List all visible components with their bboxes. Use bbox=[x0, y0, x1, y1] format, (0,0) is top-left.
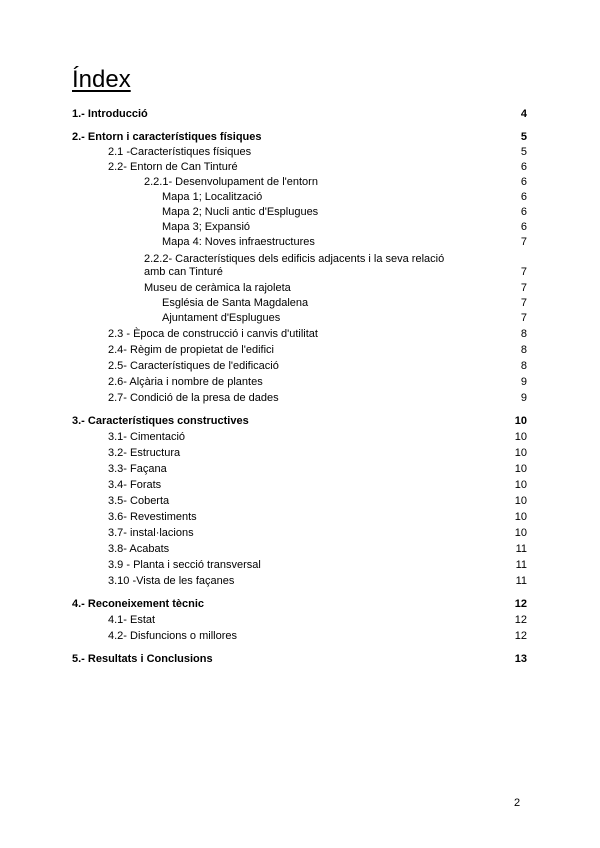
toc-entry-page: 13 bbox=[514, 653, 527, 665]
toc-entry-ajuntament[interactable] bbox=[72, 312, 527, 325]
toc-entry-label: 3.1- Cimentació bbox=[108, 431, 186, 443]
toc-entry-page: 10 bbox=[514, 479, 527, 491]
toc-entry-label: 3.7- instal·lacions bbox=[108, 527, 194, 539]
toc-entry-4-1[interactable] bbox=[72, 614, 527, 627]
toc-entry-label: 3.8- Acabats bbox=[108, 543, 170, 555]
toc-entry-label: 1.- Introducció bbox=[72, 108, 148, 120]
toc-entry-page: 12 bbox=[514, 630, 527, 642]
toc-entry-page: 7 bbox=[520, 312, 527, 324]
toc-entry-label: 4.- Reconeixement tècnic bbox=[72, 598, 205, 610]
toc-entry-1[interactable] bbox=[72, 108, 527, 121]
index-title: Índex bbox=[72, 66, 131, 93]
toc-entry-3-2[interactable] bbox=[72, 447, 527, 460]
toc-entry-label: Mapa 1; Localització bbox=[162, 191, 263, 203]
toc-entry-page: 12 bbox=[514, 598, 527, 610]
toc-entry-label: 3.- Característiques constructives bbox=[72, 415, 249, 427]
toc-entry-page: 7 bbox=[520, 266, 527, 278]
toc-entry-page: 10 bbox=[514, 431, 527, 443]
toc-entry-4-2[interactable] bbox=[72, 630, 527, 643]
toc-entry-page: 6 bbox=[520, 191, 527, 203]
toc-entry-label: Mapa 3; Expansió bbox=[162, 221, 251, 233]
toc-entry-2-5[interactable] bbox=[72, 360, 527, 373]
toc-entry-5[interactable] bbox=[72, 653, 527, 666]
toc-entry-label: 3.3- Façana bbox=[108, 463, 167, 475]
toc-entry-page: 11 bbox=[515, 559, 527, 571]
toc-entry-mapa-1[interactable] bbox=[72, 191, 527, 204]
toc-entry-label: 3.6- Revestiments bbox=[108, 511, 197, 523]
toc-entry-mapa-4[interactable] bbox=[72, 236, 527, 249]
toc-entry-2-1[interactable] bbox=[72, 146, 527, 159]
toc-entry-3-5[interactable] bbox=[72, 495, 527, 508]
toc-entry-page: 10 bbox=[514, 463, 527, 475]
toc-entry-page: 5 bbox=[520, 146, 527, 158]
toc-entry-3[interactable] bbox=[72, 415, 527, 428]
toc-entry-2-2-2[interactable] bbox=[72, 253, 527, 279]
toc-entry-page: 7 bbox=[520, 282, 527, 294]
toc-entry-mapa-2[interactable] bbox=[72, 206, 527, 219]
table-of-contents bbox=[72, 108, 527, 666]
toc-entry-2-6[interactable] bbox=[72, 376, 527, 389]
toc-entry-page: 4 bbox=[520, 108, 527, 120]
toc-entry-3-8[interactable] bbox=[72, 543, 527, 556]
toc-entry-page: 10 bbox=[514, 415, 527, 427]
toc-entry-label: 2.- Entorn i característiques físiques bbox=[72, 131, 262, 143]
toc-entry-page: 8 bbox=[520, 344, 527, 356]
toc-entry-page: 10 bbox=[514, 527, 527, 539]
toc-entry-label: 2.2.2- Característiques dels edificis adjacents i la seva relació amb can Tinturé bbox=[144, 253, 445, 278]
toc-entry-2-7[interactable] bbox=[72, 392, 527, 405]
toc-entry-page: 11 bbox=[515, 543, 527, 555]
toc-entry-page: 6 bbox=[520, 176, 527, 188]
toc-entry-4[interactable] bbox=[72, 598, 527, 611]
toc-entry-label: 2.3 - Època de construcció i canvis d'utilitat bbox=[108, 328, 318, 340]
toc-entry-label: 2.4- Règim de propietat de l'edifici bbox=[108, 344, 274, 356]
toc-entry-label: Museu de ceràmica la rajoleta bbox=[144, 282, 291, 294]
toc-entry-2-2[interactable] bbox=[72, 161, 527, 174]
toc-entry-page: 8 bbox=[520, 328, 527, 340]
toc-entry-3-6[interactable] bbox=[72, 511, 527, 524]
toc-entry-label: 2.1 -Característiques físiques bbox=[108, 146, 252, 158]
toc-entry-3-10[interactable] bbox=[72, 575, 527, 588]
toc-entry-label: 3.2- Estructura bbox=[108, 447, 181, 459]
toc-entry-mapa-3[interactable] bbox=[72, 221, 527, 234]
toc-entry-label: Mapa 2; Nucli antic d'Esplugues bbox=[162, 206, 319, 218]
toc-entry-page: 6 bbox=[520, 161, 527, 173]
toc-entry-2-3[interactable] bbox=[72, 328, 527, 341]
toc-entry-label: 4.1- Estat bbox=[108, 614, 156, 626]
toc-entry-label: 2.5- Característiques de l'edificació bbox=[108, 360, 279, 372]
toc-entry-page: 6 bbox=[520, 221, 527, 233]
toc-entry-label: 3.10 -Vista de les façanes bbox=[108, 575, 235, 587]
toc-entry-label: 2.7- Condició de la presa de dades bbox=[108, 392, 279, 404]
toc-entry-label: 3.9 - Planta i secció transversal bbox=[108, 559, 261, 571]
toc-entry-3-9[interactable] bbox=[72, 559, 527, 572]
toc-entry-page: 5 bbox=[520, 131, 527, 143]
toc-entry-page: 6 bbox=[520, 206, 527, 218]
toc-entry-museu[interactable] bbox=[72, 282, 527, 295]
toc-entry-page: 10 bbox=[514, 495, 527, 507]
toc-entry-page: 10 bbox=[514, 447, 527, 459]
toc-entry-2[interactable] bbox=[72, 131, 527, 144]
toc-entry-3-7[interactable] bbox=[72, 527, 527, 540]
toc-entry-label: 2.2.1- Desenvolupament de l'entorn bbox=[144, 176, 318, 188]
toc-entry-page: 7 bbox=[520, 297, 527, 309]
toc-entry-2-4[interactable] bbox=[72, 344, 527, 357]
toc-entry-2-2-1[interactable] bbox=[72, 176, 527, 189]
toc-entry-page: 7 bbox=[520, 236, 527, 248]
toc-entry-page: 10 bbox=[514, 511, 527, 523]
toc-entry-page: 8 bbox=[520, 360, 527, 372]
toc-entry-esglesia[interactable] bbox=[72, 297, 527, 310]
toc-entry-page: 11 bbox=[515, 575, 527, 587]
toc-entry-label: Església de Santa Magdalena bbox=[162, 297, 309, 309]
toc-entry-page: 9 bbox=[520, 376, 527, 388]
toc-entry-label: Ajuntament d'Esplugues bbox=[162, 312, 281, 324]
toc-entry-label: 3.4- Forats bbox=[108, 479, 162, 491]
toc-entry-page: 9 bbox=[520, 392, 527, 404]
toc-entry-label: Mapa 4: Noves infraestructures bbox=[162, 236, 315, 248]
toc-entry-label: 3.5- Coberta bbox=[108, 495, 170, 507]
toc-entry-label: 2.6- Alçària i nombre de plantes bbox=[108, 376, 263, 388]
toc-entry-label: 5.- Resultats i Conclusions bbox=[72, 653, 213, 665]
page-number: 2 bbox=[514, 797, 521, 809]
toc-entry-3-3[interactable] bbox=[72, 463, 527, 476]
toc-entry-page: 12 bbox=[514, 614, 527, 626]
toc-entry-label: 4.2- Disfuncions o millores bbox=[108, 630, 237, 642]
toc-entry-label: 2.2- Entorn de Can Tinturé bbox=[108, 161, 238, 173]
toc-entry-3-1[interactable] bbox=[72, 431, 527, 444]
toc-entry-3-4[interactable] bbox=[72, 479, 527, 492]
